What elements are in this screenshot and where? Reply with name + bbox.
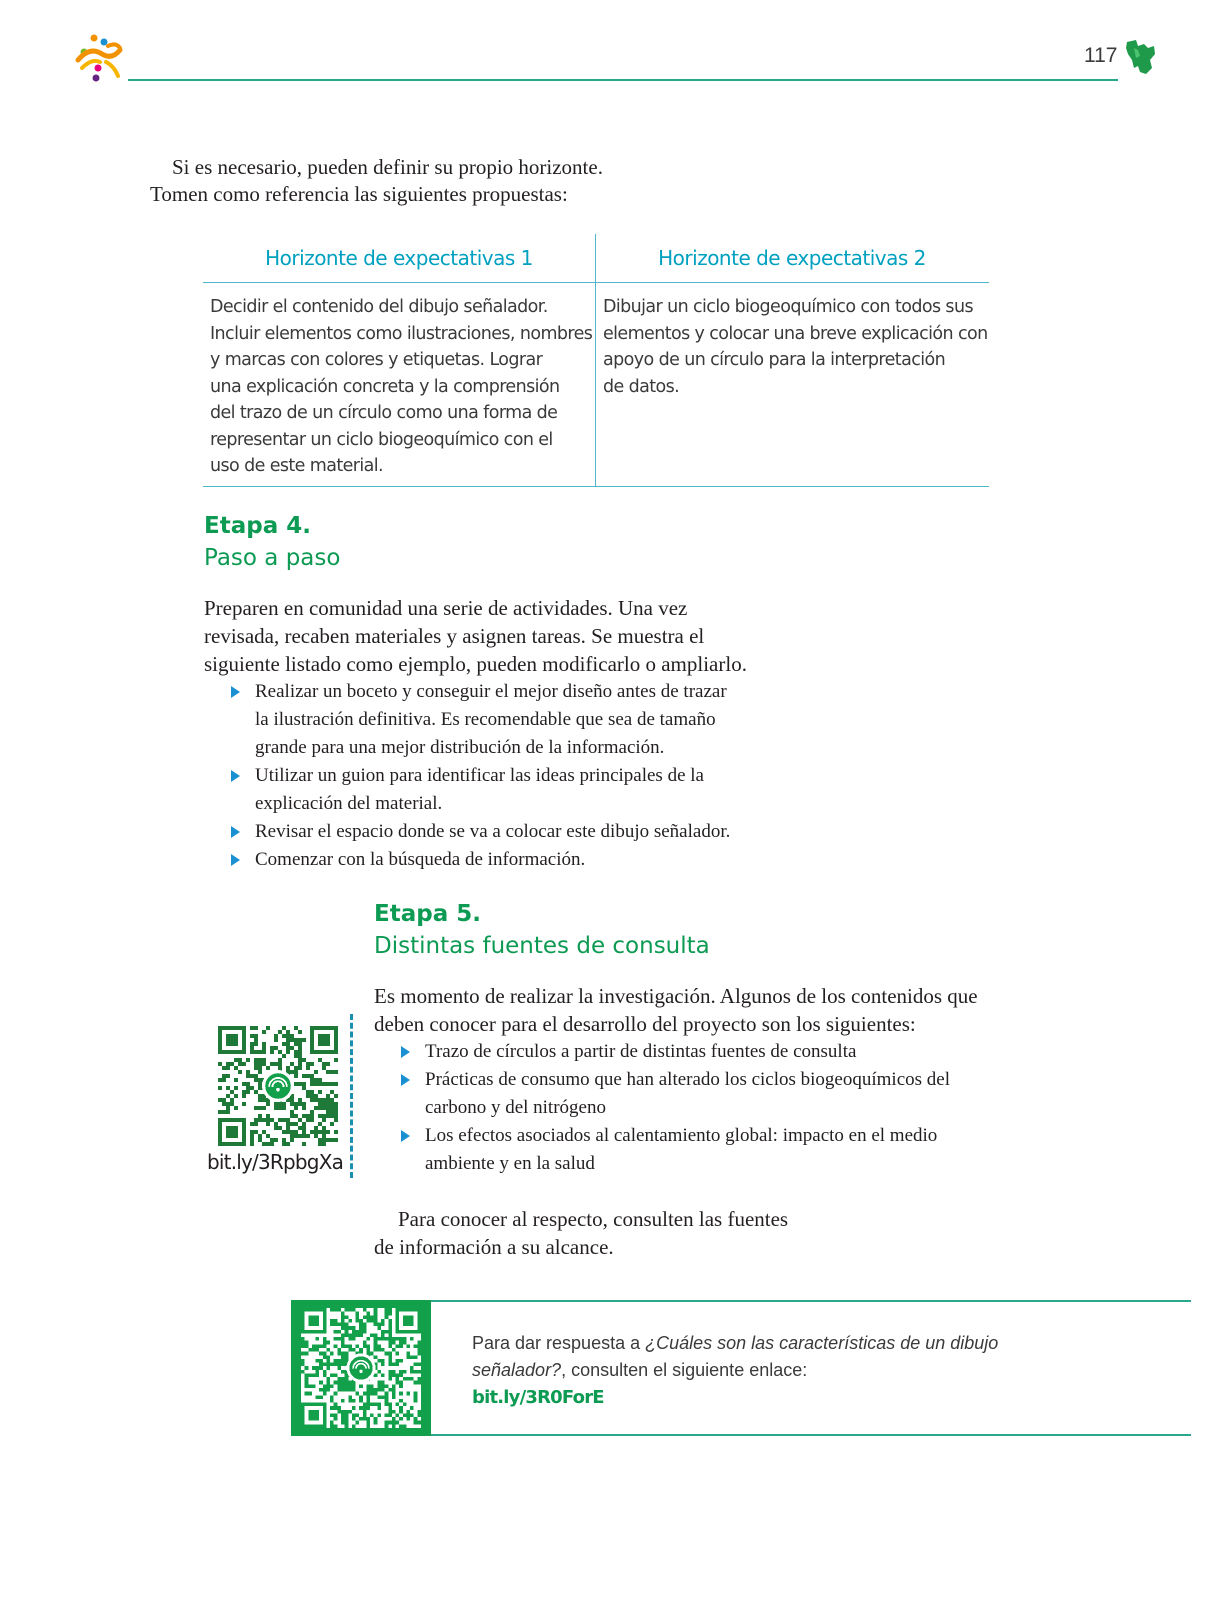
qr-dashed-divider [350, 1014, 353, 1178]
list-item-line: explicación del material. [255, 793, 443, 814]
header-divider [128, 79, 1118, 81]
triangle-bullet-icon [231, 686, 240, 698]
link-box [291, 1300, 1191, 1436]
list-item [401, 1038, 950, 1066]
table-cell-line: apoyo de un círculo para la interpretación [603, 350, 946, 370]
link-box-question: señalador? [472, 1360, 562, 1380]
list-item-line: grande para una mejor distribución de la información. [255, 737, 665, 758]
table-cell-line: del trazo de un círculo como una forma de [210, 403, 558, 423]
paragraph-line: siguiente listado como ejemplo, pueden modificarlo o ampliarlo. [204, 652, 747, 676]
stage5-paragraph [374, 982, 978, 1038]
list-item [401, 1122, 950, 1178]
stage4-paragraph [204, 594, 747, 678]
stage4-subtitle: Paso a paso [204, 545, 341, 571]
triangle-bullet-icon [231, 770, 240, 782]
list-item-line: ambiente y en la salud [425, 1153, 595, 1174]
list-item-line: Realizar un boceto y conseguir el mejor diseño antes de trazar [255, 681, 727, 702]
paragraph-line: Es momento de realizar la investigación. Algunos de los contenidos que [374, 984, 978, 1008]
list-item [231, 678, 730, 762]
intro-line-2: Tomen como referencia las siguientes propuestas: [150, 182, 568, 206]
table-cell-line: Decidir el contenido del dibujo señalador. [210, 297, 548, 317]
link-box-question: ¿Cuáles son las características de un dibujo [645, 1333, 999, 1353]
table-cell-line: y marcas con colores y etiquetas. Lograr [210, 350, 543, 370]
list-item-line: Revisar el espacio donde se va a colocar este dibujo señalador. [255, 821, 731, 842]
stage4-heading [204, 510, 340, 574]
paragraph-line: revisada, recaben materiales y asignen tareas. Se muestra el [204, 624, 705, 648]
intro-line-1: Si es necesario, pueden definir su propio horizonte. [172, 155, 603, 179]
list-item-line: la ilustración definitiva. Es recomendable que sea de tamaño [255, 709, 716, 730]
stage5-label: Etapa 5. [374, 901, 481, 927]
paragraph-line: de información a su alcance. [374, 1235, 614, 1259]
link-box-url[interactable]: bit.ly/3R0ForE [472, 1387, 604, 1408]
table-header-col1: Horizonte de expectativas 1 [265, 246, 533, 270]
triangle-bullet-icon [401, 1130, 410, 1142]
list-item-line: Comenzar con la búsqueda de información. [255, 849, 586, 870]
table-cell-line: Incluir elementos como ilustraciones, nombres [210, 323, 593, 344]
table-header-rule [203, 282, 989, 283]
list-item-line: Utilizar un guion para identificar las ideas principales de la [255, 765, 704, 786]
list-item [231, 762, 730, 818]
table-cell-col1 [210, 294, 592, 480]
triangle-bullet-icon [401, 1046, 410, 1058]
paragraph-line: Para conocer al respecto, consulten las fuentes [398, 1207, 789, 1231]
expectations-table [203, 234, 989, 487]
link-box-text [472, 1330, 998, 1411]
triangle-bullet-icon [231, 826, 240, 838]
paragraph-line: Preparen en comunidad una serie de actividades. Una vez [204, 596, 688, 620]
stage5-bullet-list [401, 1038, 950, 1178]
table-cell-line: una explicación concreta y la comprensión [210, 376, 560, 397]
list-item-line: Los efectos asociados al calentamiento global: impacto en el medio [425, 1125, 938, 1146]
table-bottom-rule [203, 486, 989, 487]
qr-panel [291, 1300, 431, 1436]
table-cell-line: Dibujar un ciclo biogeoquímico con todos sus [603, 297, 973, 317]
link-box-text-part: Para dar respuesta a [472, 1333, 646, 1353]
stage4-label: Etapa 4. [204, 513, 311, 539]
link-box-text-part: , consulten el siguiente enlace: [561, 1360, 808, 1380]
table-header-col2: Horizonte de expectativas 2 [658, 246, 926, 270]
table-cell-line: de datos. [603, 376, 680, 397]
table-cell-line: elementos y colocar una breve explicación con [603, 323, 988, 344]
paragraph-line: deben conocer para el desarrollo del proyecto son los siguientes: [374, 1012, 916, 1036]
qr-short-link[interactable]: bit.ly/3RpbgXa [207, 1150, 344, 1174]
page-number: 117 [1084, 44, 1118, 67]
stage5-subtitle: Distintas fuentes de consulta [374, 933, 710, 959]
triangle-bullet-icon [401, 1074, 410, 1086]
qr-code-icon[interactable] [301, 1308, 421, 1428]
list-item [231, 818, 730, 846]
triangle-bullet-icon [231, 854, 240, 866]
list-item [401, 1066, 950, 1122]
list-item-line: Trazo de círculos a partir de distintas fuentes de consulta [425, 1041, 857, 1062]
table-column-divider [595, 234, 596, 487]
stage4-bullet-list [231, 678, 730, 874]
qr-code-icon[interactable] [218, 1026, 342, 1146]
table-cell-line: uso de este material. [210, 456, 383, 476]
list-item-line: carbono y del nitrógeno [425, 1097, 606, 1118]
table-cell-col2 [603, 294, 988, 400]
stage5-closing [374, 1205, 788, 1261]
list-item [231, 846, 730, 874]
stage5-heading [374, 898, 710, 962]
mexico-map-icon [1124, 38, 1156, 76]
project-logo-icon [72, 32, 126, 86]
list-item-line: Prácticas de consumo que han alterado los ciclos biogeoquímicos del [425, 1069, 950, 1090]
table-cell-line: representar un ciclo biogeoquímico con el [210, 429, 553, 450]
